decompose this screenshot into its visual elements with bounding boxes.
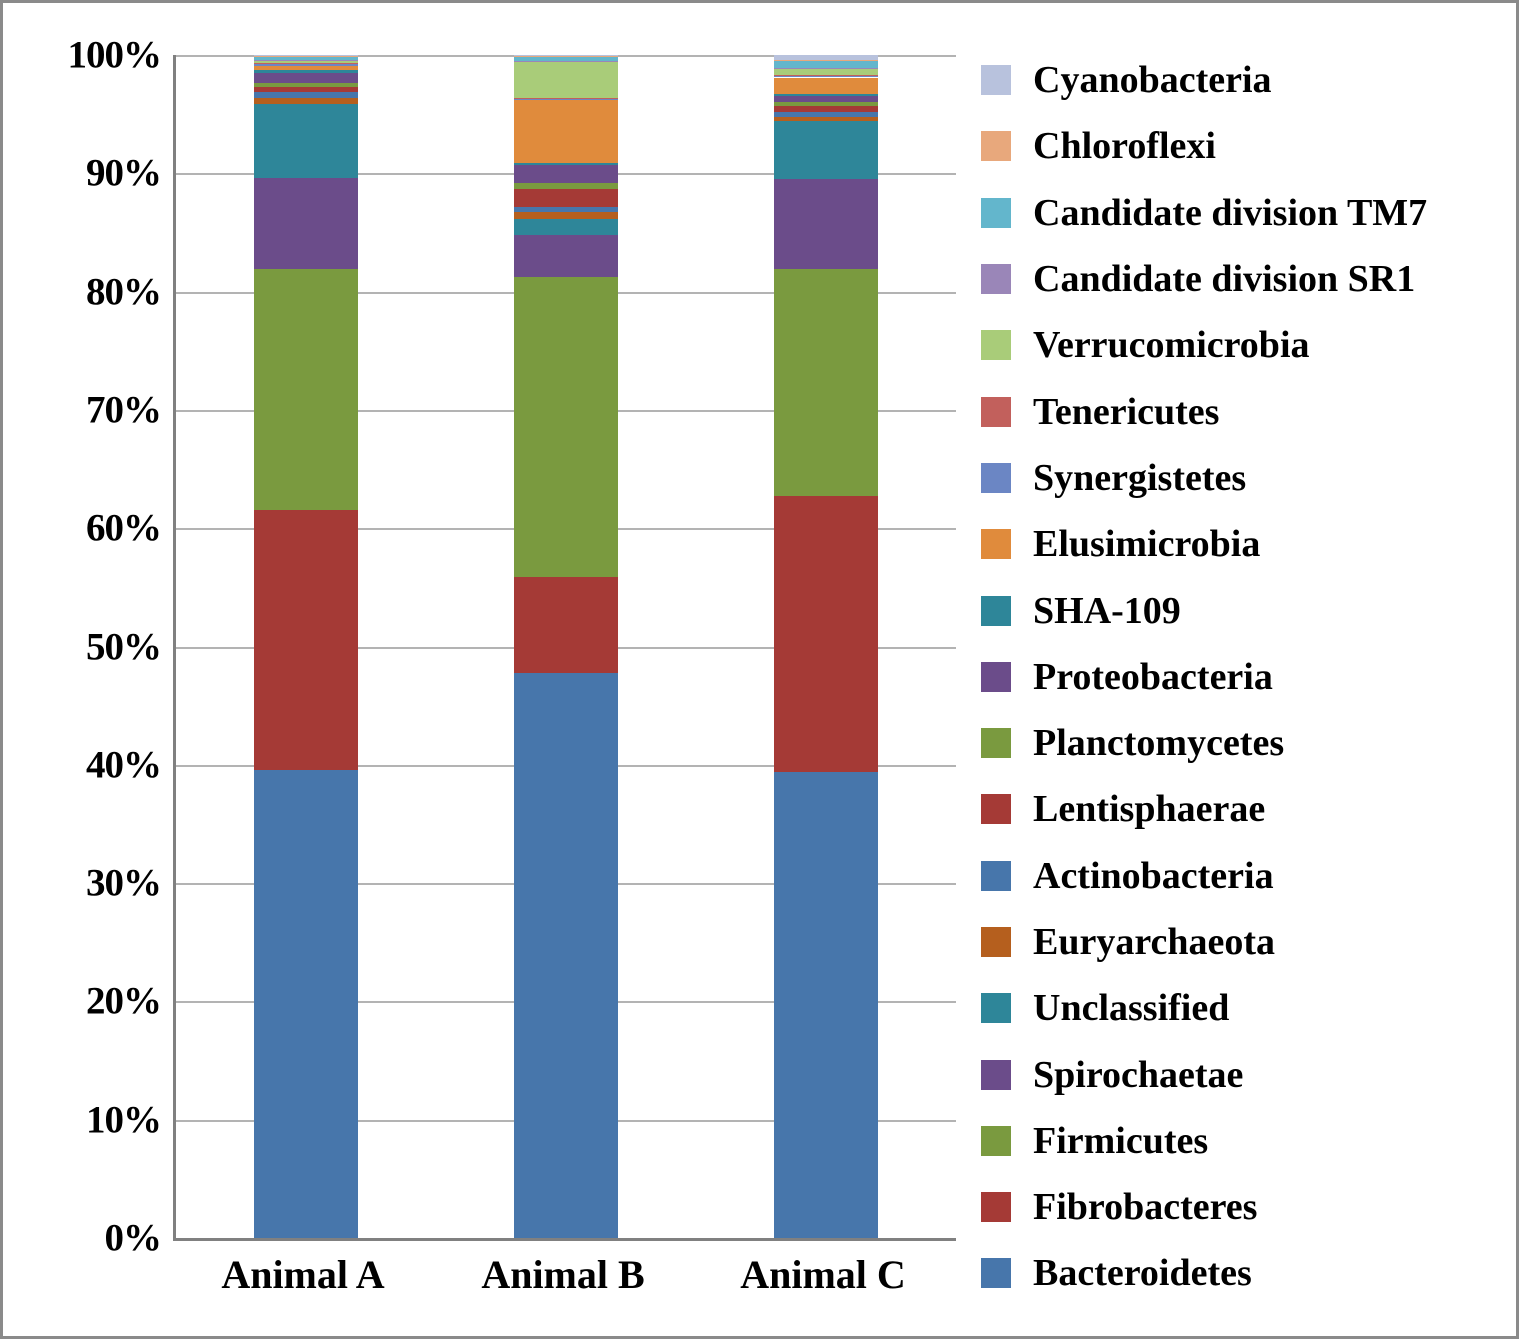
bar-segment[interactable] — [254, 63, 358, 64]
legend-swatch-icon — [981, 927, 1011, 957]
bar-segment[interactable] — [774, 69, 878, 75]
bar-segment[interactable] — [514, 163, 618, 165]
bar-segment[interactable] — [514, 673, 618, 1238]
legend-label: Actinobacteria — [1033, 854, 1274, 897]
bar-segment[interactable] — [254, 510, 358, 769]
legend-label: Fibrobacteres — [1033, 1186, 1258, 1229]
bar-segment[interactable] — [514, 165, 618, 183]
bar-segment[interactable] — [774, 55, 878, 60]
legend-swatch-icon — [981, 198, 1011, 228]
bar-segment[interactable] — [514, 56, 618, 57]
legend-item[interactable] — [981, 843, 1511, 909]
bar-segment[interactable] — [774, 68, 878, 69]
legend-swatch-icon — [981, 728, 1011, 758]
legend-label: Tenericutes — [1033, 390, 1220, 433]
bar-segment[interactable] — [254, 61, 358, 63]
bar-segment[interactable] — [774, 61, 878, 68]
legend-item[interactable] — [981, 1108, 1511, 1174]
bar-segment[interactable] — [514, 57, 618, 61]
bar-segment[interactable] — [514, 277, 618, 577]
bar-segment[interactable] — [774, 94, 878, 96]
legend-swatch-icon — [981, 1126, 1011, 1156]
legend-label: Planctomycetes — [1033, 722, 1285, 765]
legend-label: Euryarchaeota — [1033, 921, 1276, 963]
legend-label: Unclassified — [1033, 987, 1230, 1030]
bar-segment[interactable] — [254, 92, 358, 98]
bar-segment[interactable] — [774, 106, 878, 112]
legend-swatch-icon — [981, 330, 1011, 360]
legend-swatch-icon — [981, 993, 1011, 1023]
bar-segment[interactable] — [254, 98, 358, 104]
legend-item[interactable] — [981, 312, 1511, 378]
legend-swatch-icon — [981, 861, 1011, 891]
legend-label: Proteobacteria — [1033, 655, 1273, 698]
bar-segment[interactable] — [774, 96, 878, 102]
bar-segment[interactable] — [514, 183, 618, 189]
chart-legend — [981, 47, 1511, 1297]
legend-label: Synergistetes — [1033, 456, 1247, 499]
legend-label: Elusimicrobia — [1033, 523, 1261, 566]
y-axis-tick-label: 30% — [86, 861, 161, 905]
y-axis-tick-label: 0% — [104, 1216, 161, 1260]
bar-segment[interactable] — [254, 269, 358, 510]
bar-segment[interactable] — [774, 772, 878, 1238]
legend-label: Bacteroidetes — [1033, 1252, 1252, 1295]
bar-segment[interactable] — [254, 87, 358, 92]
plot-area — [173, 55, 956, 1241]
bar-segment[interactable] — [514, 219, 618, 234]
y-axis-labels — [3, 33, 161, 1260]
legend-item[interactable] — [981, 1240, 1511, 1306]
legend-label: Cyanobacteria — [1033, 59, 1272, 102]
legend-item[interactable] — [981, 113, 1511, 179]
legend-item[interactable] — [981, 180, 1511, 246]
legend-swatch-icon — [981, 596, 1011, 626]
bar-segment[interactable] — [254, 66, 358, 71]
bar-segment[interactable] — [254, 70, 358, 72]
bar-segment[interactable] — [254, 56, 358, 57]
bar-segment[interactable] — [254, 57, 358, 59]
legend-item[interactable] — [981, 577, 1511, 643]
bar-segment[interactable] — [514, 100, 618, 163]
legend-item[interactable] — [981, 776, 1511, 842]
legend-item[interactable] — [981, 47, 1511, 113]
legend-swatch-icon — [981, 1192, 1011, 1222]
y-axis-tick-label: 100% — [67, 33, 161, 77]
y-axis-tick-label: 10% — [86, 1098, 161, 1142]
legend-swatch-icon — [981, 264, 1011, 294]
y-axis-tick-label: 90% — [86, 151, 161, 195]
legend-label: Lentisphaerae — [1033, 788, 1266, 831]
bar-segment[interactable] — [774, 121, 878, 179]
bar-segment[interactable] — [774, 75, 878, 76]
legend-item[interactable] — [981, 975, 1511, 1041]
y-axis-tick-label: 20% — [86, 979, 161, 1023]
legend-item[interactable] — [981, 1041, 1511, 1107]
y-axis-tick-label: 50% — [86, 625, 161, 668]
legend-swatch-icon — [981, 794, 1011, 824]
bar-segment[interactable] — [514, 55, 618, 56]
chart-plot-region — [3, 3, 973, 1339]
legend-item[interactable] — [981, 710, 1511, 776]
legend-swatch-icon — [981, 65, 1011, 95]
stacked-bar[interactable] — [774, 55, 878, 1238]
bar-segment[interactable] — [774, 496, 878, 772]
legend-swatch-icon — [981, 662, 1011, 692]
legend-label: Candidate division TM7 — [1033, 191, 1428, 234]
y-axis-tick-label: 80% — [86, 270, 161, 314]
y-axis-tick-label: 70% — [86, 388, 161, 432]
bar-segment[interactable] — [514, 207, 618, 212]
bar-segment[interactable] — [254, 60, 358, 61]
legend-swatch-icon — [981, 397, 1011, 427]
legend-item[interactable] — [981, 511, 1511, 577]
bar-segment[interactable] — [774, 78, 878, 95]
legend-swatch-icon — [981, 131, 1011, 161]
legend-item[interactable] — [981, 445, 1511, 511]
x-axis-tick-label: Animal B — [481, 1252, 645, 1297]
legend-swatch-icon — [981, 529, 1011, 559]
stacked-bar[interactable] — [514, 55, 618, 1238]
bar-segment[interactable] — [254, 73, 358, 84]
x-axis-tick-label: Animal A — [221, 1252, 385, 1297]
bar-segment[interactable] — [774, 60, 878, 61]
bar-segment[interactable] — [774, 102, 878, 106]
y-axis-tick-label: 40% — [86, 743, 161, 787]
bar-segment[interactable] — [514, 62, 618, 97]
bar-segment[interactable] — [514, 189, 618, 208]
legend-swatch-icon — [981, 1060, 1011, 1090]
bar-segment[interactable] — [774, 112, 878, 117]
bar-segment[interactable] — [514, 235, 618, 278]
bar-segment[interactable] — [774, 269, 878, 496]
x-axis-tick-label: Animal C — [740, 1252, 906, 1297]
bar-segment[interactable] — [774, 117, 878, 122]
bar-segment[interactable] — [514, 577, 618, 673]
legend-swatch-icon — [981, 1258, 1011, 1288]
legend-label: SHA-109 — [1033, 589, 1181, 632]
bar-segment[interactable] — [254, 770, 358, 1238]
legend-item[interactable] — [981, 378, 1511, 444]
legend-label: Verrucomicrobia — [1033, 324, 1310, 367]
bar-segment[interactable] — [514, 99, 618, 100]
bar-segment[interactable] — [514, 212, 618, 219]
legend-label: Spirochaetae — [1033, 1053, 1244, 1096]
bar-segment[interactable] — [514, 98, 618, 99]
stacked-bar[interactable] — [254, 55, 358, 1238]
legend-item[interactable] — [981, 644, 1511, 710]
bar-segment[interactable] — [774, 179, 878, 269]
legend-swatch-icon — [981, 463, 1011, 493]
legend-label: Firmicutes — [1033, 1119, 1209, 1162]
y-axis-tick-label: 60% — [86, 506, 161, 550]
bar-segment[interactable] — [254, 104, 358, 179]
bar-segment[interactable] — [254, 55, 358, 56]
legend-label: Chloroflexi — [1033, 125, 1216, 168]
bar-segment[interactable] — [254, 64, 358, 65]
bar-segment[interactable] — [254, 178, 358, 269]
legend-item[interactable] — [981, 1174, 1511, 1240]
bar-segment[interactable] — [514, 61, 618, 62]
legend-label: Candidate division SR1 — [1033, 258, 1416, 301]
legend-item[interactable] — [981, 246, 1511, 312]
legend-item[interactable] — [981, 909, 1511, 975]
bar-segment[interactable] — [254, 83, 358, 87]
bar-segment[interactable] — [774, 76, 878, 77]
